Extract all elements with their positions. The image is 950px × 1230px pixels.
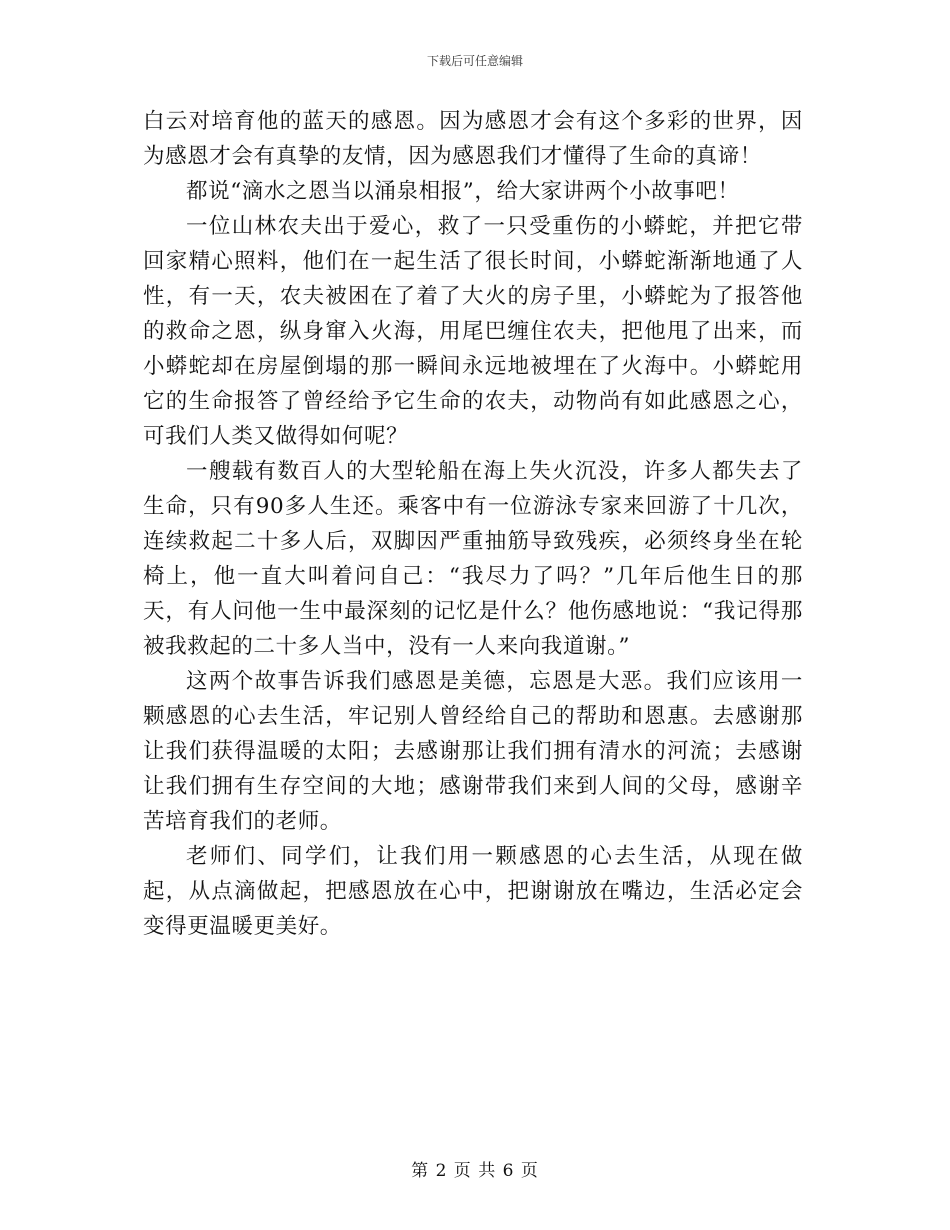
page-number-footer: 第 2 页 共 6 页: [411, 1161, 539, 1181]
paragraph-conclusion: 老师们、同学们，让我们用一颗感恩的心去生活，从现在做起，从点滴做起，把感恩放在心中，把谢谢放在嘴边，生活必定会变得更温暖更美好。: [143, 844, 803, 939]
paragraph-lesson: 这两个故事告诉我们感恩是美德，忘恩是大恶。我们应该用一颗感恩的心去生活，牢记别人曾经给自己的帮助和恩惠。去感谢那让我们获得温暖的太阳；去感谢那让我们拥有清水的河流；去感谢让我们拥有生存空间的大地；感谢带我们来到人间的父母，感谢辛苦培育我们的老师。: [143, 669, 803, 834]
paragraph-intro-stories: 都说“滴水之恩当以涌泉相报”，给大家讲两个小故事吧！: [186, 179, 740, 204]
paragraph-continued: 白云对培育他的蓝天的感恩。因为感恩才会有这个多彩的世界，因为感恩才会有真挚的友情，因为感恩我们才懂得了生命的真谛！: [143, 109, 803, 169]
paragraph-story-python: 一位山林农夫出于爱心，救了一只受重伤的小蟒蛇，并把它带回家精心照料，他们在一起生活了很长时间，小蟒蛇渐渐地通了人性，有一天，农夫被困在了着了大火的房子里，小蟒蛇为了报答他的救命之恩，纵身窜入火海，用尾巴缠住农夫，把他甩了出来，而小蟒蛇却在房屋倒塌的那一瞬间永远地被埋在了火海中。小蟒蛇用它的生命报答了曾经给予它生命的农夫，动物尚有如此感恩之心，可我们人类又做得如何呢？: [143, 214, 803, 449]
paragraph-story-ship: 一艘载有数百人的大型轮船在海上失火沉没，许多人都失去了生命，只有90多人生还。乘客中有一位游泳专家来回游了十几次，连续救起二十多人后，双脚因严重抽筋导致残疾，必须终身坐在轮椅上，他一直大叫着问自己：“我尽力了吗？”几年后他生日的那天，有人问他一生中最深刻的记忆是什么？他伤感地说：“我记得那被我救起的二十多人当中，没有一人来向我道谢。”: [143, 459, 803, 659]
page-header: 下载后可任意编辑: [426, 54, 523, 68]
document-body: [143, 104, 803, 944]
